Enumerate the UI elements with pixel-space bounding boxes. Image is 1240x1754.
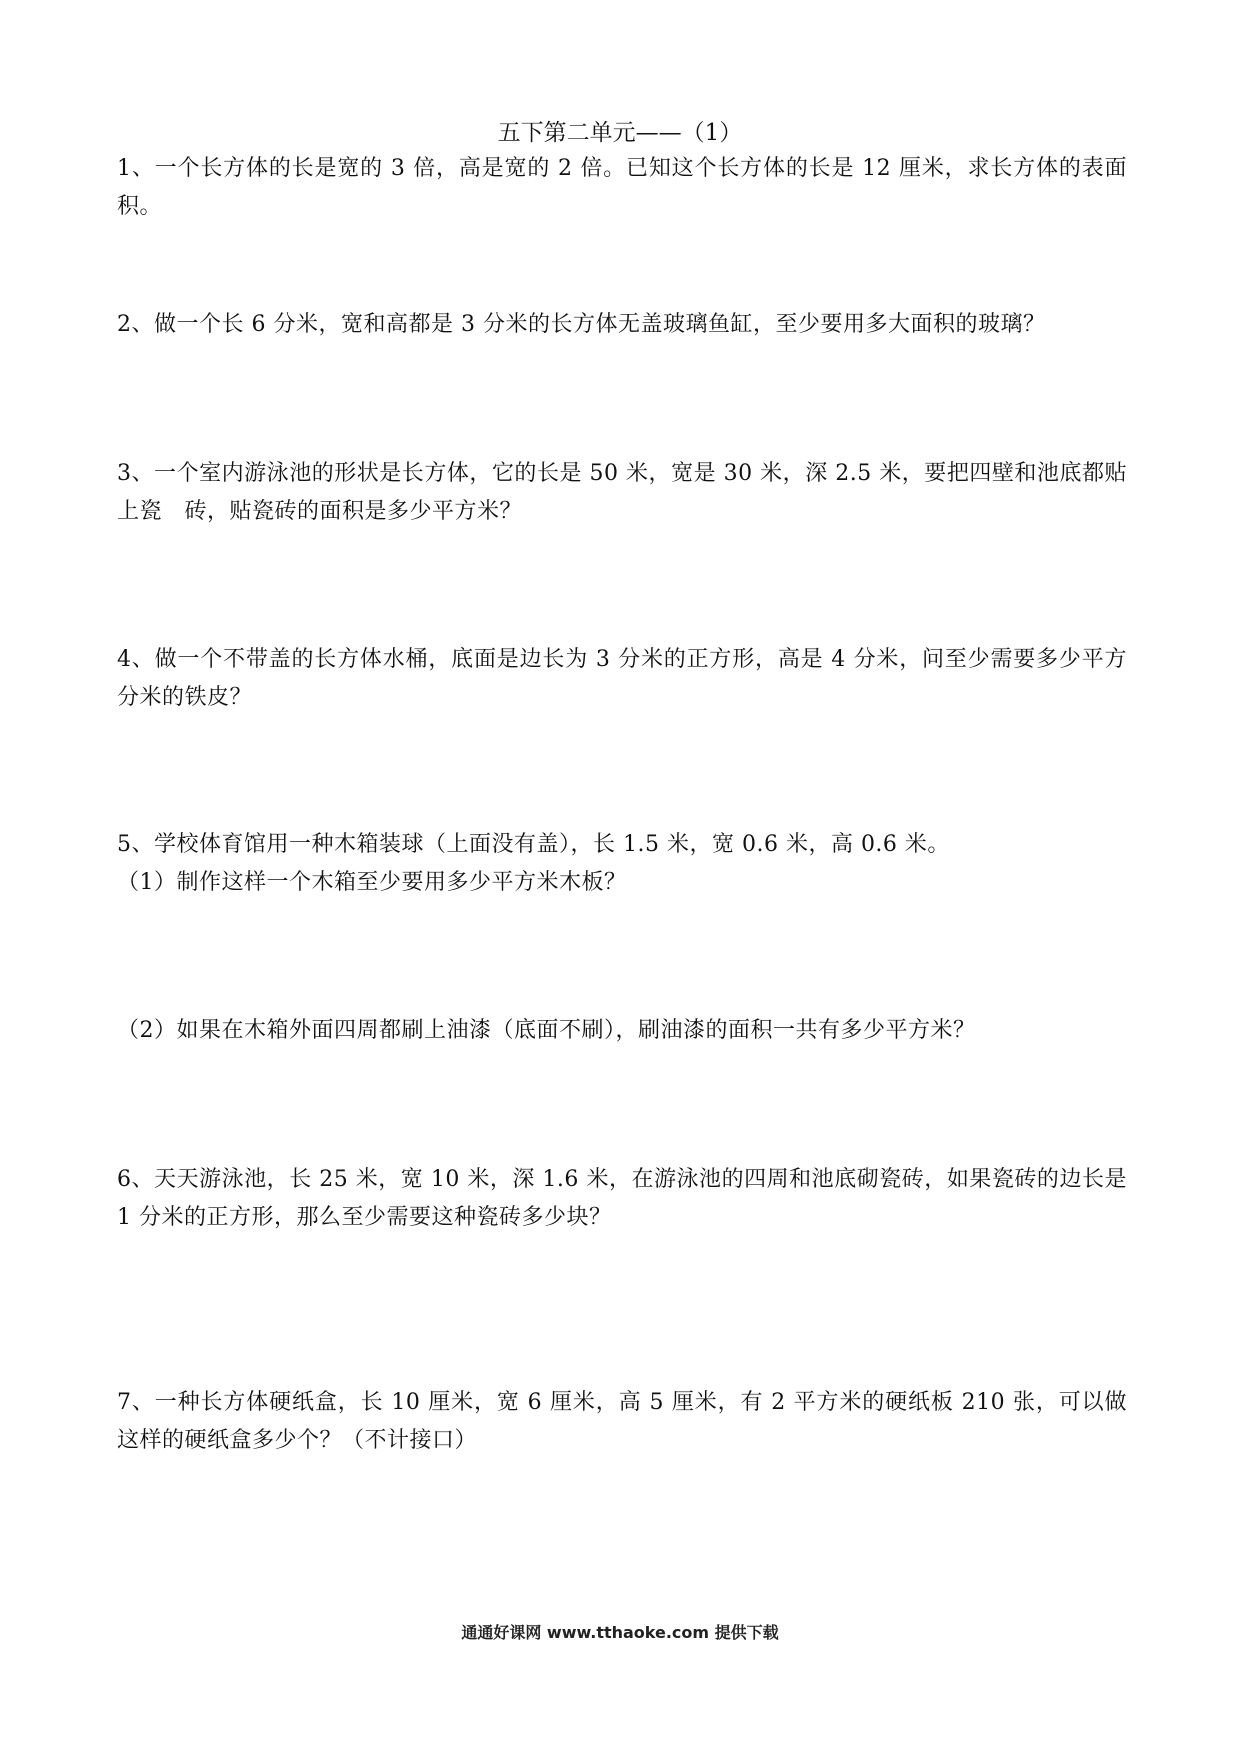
question-7-text: 7、一种长方体硬纸盒，长 10 厘米，宽 6 厘米，高 5 厘米，有 2 平方米的硬纸板 210 张，可以做这样的硬纸盒多少个？（不计接口） [117, 1390, 1127, 1453]
question-4 [117, 641, 1127, 717]
question-1-text: 1、一个长方体的长是宽的 3 倍，高是宽的 2 倍。已知这个长方体的长是 12 厘米，求长方体的表面积。 [117, 156, 1127, 219]
question-1 [117, 150, 1127, 226]
question-5-sub-2: （2）如果在木箱外面四周都刷上油漆（底面不刷），刷油漆的面积一共有多少平方米？ [117, 1018, 976, 1043]
page-title: 五下第二单元——（1） [497, 120, 743, 146]
question-4-text: 4、做一个不带盖的长方体水桶，底面是边长为 3 分米的正方形，高是 4 分米，问至少需要多少平方分米的铁皮？ [117, 647, 1127, 710]
question-5-sub-1: （1）制作这样一个木箱至少要用多少平方米木板？ [117, 870, 627, 895]
question-2 [117, 306, 1127, 344]
question-6 [117, 1161, 1127, 1237]
question-7 [117, 1384, 1127, 1460]
question-5-text: 5、学校体育馆用一种木箱装球（上面没有盖），长 1.5 米，宽 0.6 米，高 0.6 米。 [117, 832, 950, 857]
question-5 [117, 826, 1127, 864]
question-6-text: 6、天天游泳池，长 25 米，宽 10 米，深 1.6 米，在游泳池的四周和池底砌瓷砖，如果瓷砖的边长是 1 分米的正方形，那么至少需要这种瓷砖多少块？ [117, 1167, 1127, 1230]
question-3-text: 3、一个室内游泳池的形状是长方体，它的长是 50 米，宽是 30 米，深 2.5 米，要把四壁和池底都贴上瓷 砖，贴瓷砖的面积是多少平方米？ [117, 461, 1127, 524]
question-2-text: 2、做一个长 6 分米，宽和高都是 3 分米的长方体无盖玻璃鱼缸，至少要用多大面积的玻璃？ [117, 312, 1046, 337]
question-3 [117, 455, 1127, 531]
footer-download-note: 通通好课网 www.tthaoke.com 提供下载 [461, 1623, 779, 1642]
